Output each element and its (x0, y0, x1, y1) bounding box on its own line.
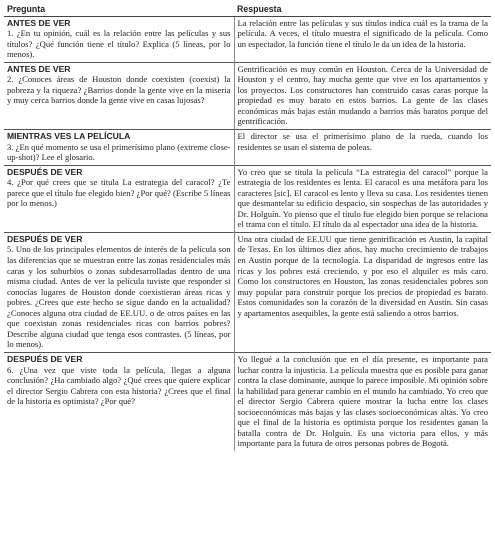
answer-cell: Gentrificación es muy común en Houston. Cerca de la Universidad de Houston y el centro, hay mucha gente que vive en los apartamentos y los proyectos. Los constructores han construido casas caras porque la propiedad es muy barato en estos barrios. La gente de las clases económicas más bajas están mudando a barrios más baratos porque del gentrificación. (234, 62, 491, 129)
question-cell (4, 62, 234, 129)
question-text: 6. ¿Una vez que viste toda la película, llegas a alguna conclusión? ¿Ha cambiado algo? ¿Qué crees que quiere explicar el director Sergio Cabrera con esta historia? ¿Crees que el final de la historia es optimista? ¿Por qué? (7, 364, 231, 407)
answer-cell: El director se usa el primerísimo plano de la rueda, cuando los residentes se usan el sistema de poleas. (234, 130, 491, 166)
table-header-row (4, 2, 491, 16)
section-label: DESPUÉS DE VER (7, 166, 83, 177)
section-label: DESPUÉS DE VER (7, 353, 83, 364)
question-text: 4. ¿Por qué crees que se titula La estrategia del caracol? ¿Te parece que el título fue elegido bien? ¿Por qué? (Escribe 5 líneas por lo menos.) (7, 177, 231, 209)
section-label: ANTES DE VER (7, 63, 71, 74)
answer-cell: Yo creo que se titula la película “La estrategia del caracol” porque la estrategia de los residentes es lenta. El caracol es una metáfora para los caracteres [sic]. El caracol es lento y lleva su casa. Los residentes tienen que desmantelar su edificio despacio, sin sospechas de las autoridades y Dr. Holguín. Yo pienso que el título fue elegido bien porque se relaciona el trama con el título. El título da al espectador una idea de la historia. (234, 165, 491, 232)
table-row (4, 165, 491, 232)
question-text: 1. ¿En tu opinión, cuál es la relación entre las películas y sus títulos? ¿Qué función tiene el título? Explica (5 líneas, por lo menos). (7, 28, 231, 60)
question-text: 2. ¿Conoces áreas de Houston donde coexisten (coexist) la pobreza y la riqueza? ¿Barrios donde la gente vive en la miseria y muy cerca barrios donde la gente vive en casas lujosas? (7, 74, 231, 106)
answer-cell: Yo llegué a la conclusión que en el día presente, es importante para luchar contra la injusticia. La película muestra que es posible para ganar contra la clase dominante, aunque lo parece imposible. Mi opinión sobre la habilidad para generar cambio en el mundo ha cambiado. Yo creo que el director Sergio Cabrera quiere mostrar la lucha entre los clases socioeconómicas más bajas y las clases socioeconómicas altas. Yo creo que el final de la historia es optimista porque los residentes ganan la batalla contra de Dr. Holguín. Es una victoria para ellos, y más importante para la futura de otros personas pobres de Bogotá. (234, 352, 491, 450)
section-label: DESPUÉS DE VER (7, 233, 83, 244)
header-answer: Respuesta (234, 2, 491, 16)
question-cell (4, 232, 234, 352)
question-cell (4, 352, 234, 450)
table-row (4, 16, 491, 62)
table-row (4, 62, 491, 129)
table-row (4, 352, 491, 450)
answer-cell: La relación entre las películas y sus títulos indica cuál es la trama de la película. A veces, el título muestra el significado de la película. Como un espectador, la función tiene el título le da un idea de la historia. (237, 17, 488, 49)
table-row (4, 130, 491, 166)
answer-cell: Una otra ciudad de EE.UU que tiene gentrificación es Austin, la capital de Texas. En los últimos diez años, hay mucho crecimiento de trabajos en Austin porque de la tecnología. La disparidad de ingresos entre las ricas y los pobres está creciendo, y por eso el alquiler es más caro. Como los constructores en Houston, las zonas residenciales pobres son muy popular para construir porque los precios de propiedad es barato. Estos comunidades son la corazón de la diversidad en Austin. Sin casas y apartamentos asequibles, la gente está saliendo a otros barrios. (234, 232, 491, 352)
question-text: 5. Uno de los principales elementos de interés de la película son las diferencias que se muestran entre las zonas residenciales más caras y los suburbios o zonas subdesarrolladas dentro de una misma ciudad. Antes de ver la película tuviste que responder si conocías lugares de Houston donde coexistieran áreas ricas y pobres. ¿Crees que este hecho se sigue dando en la actualidad? ¿Conoces alguna otra ciudad de EE.UU. o de otros países en las que coexistan zonas residenciales ricas con barrios pobres? Describe alguna ciudad que tenga esos contrastes. (5 líneas, por lo menos). (7, 244, 231, 350)
question-cell (4, 130, 234, 166)
section-label: ANTES DE VER (7, 17, 71, 28)
table-row (4, 232, 491, 352)
question-answer-table (4, 2, 491, 451)
question-cell (4, 165, 234, 232)
question-text: 3. ¿En qué momento se usa el primerísimo plano (extreme close-up-shot)? Lee el glosario. (7, 141, 231, 163)
section-label: MIENTRAS VES LA PELÍCULA (7, 131, 131, 142)
header-question: Pregunta (4, 2, 234, 16)
question-cell (4, 16, 234, 62)
